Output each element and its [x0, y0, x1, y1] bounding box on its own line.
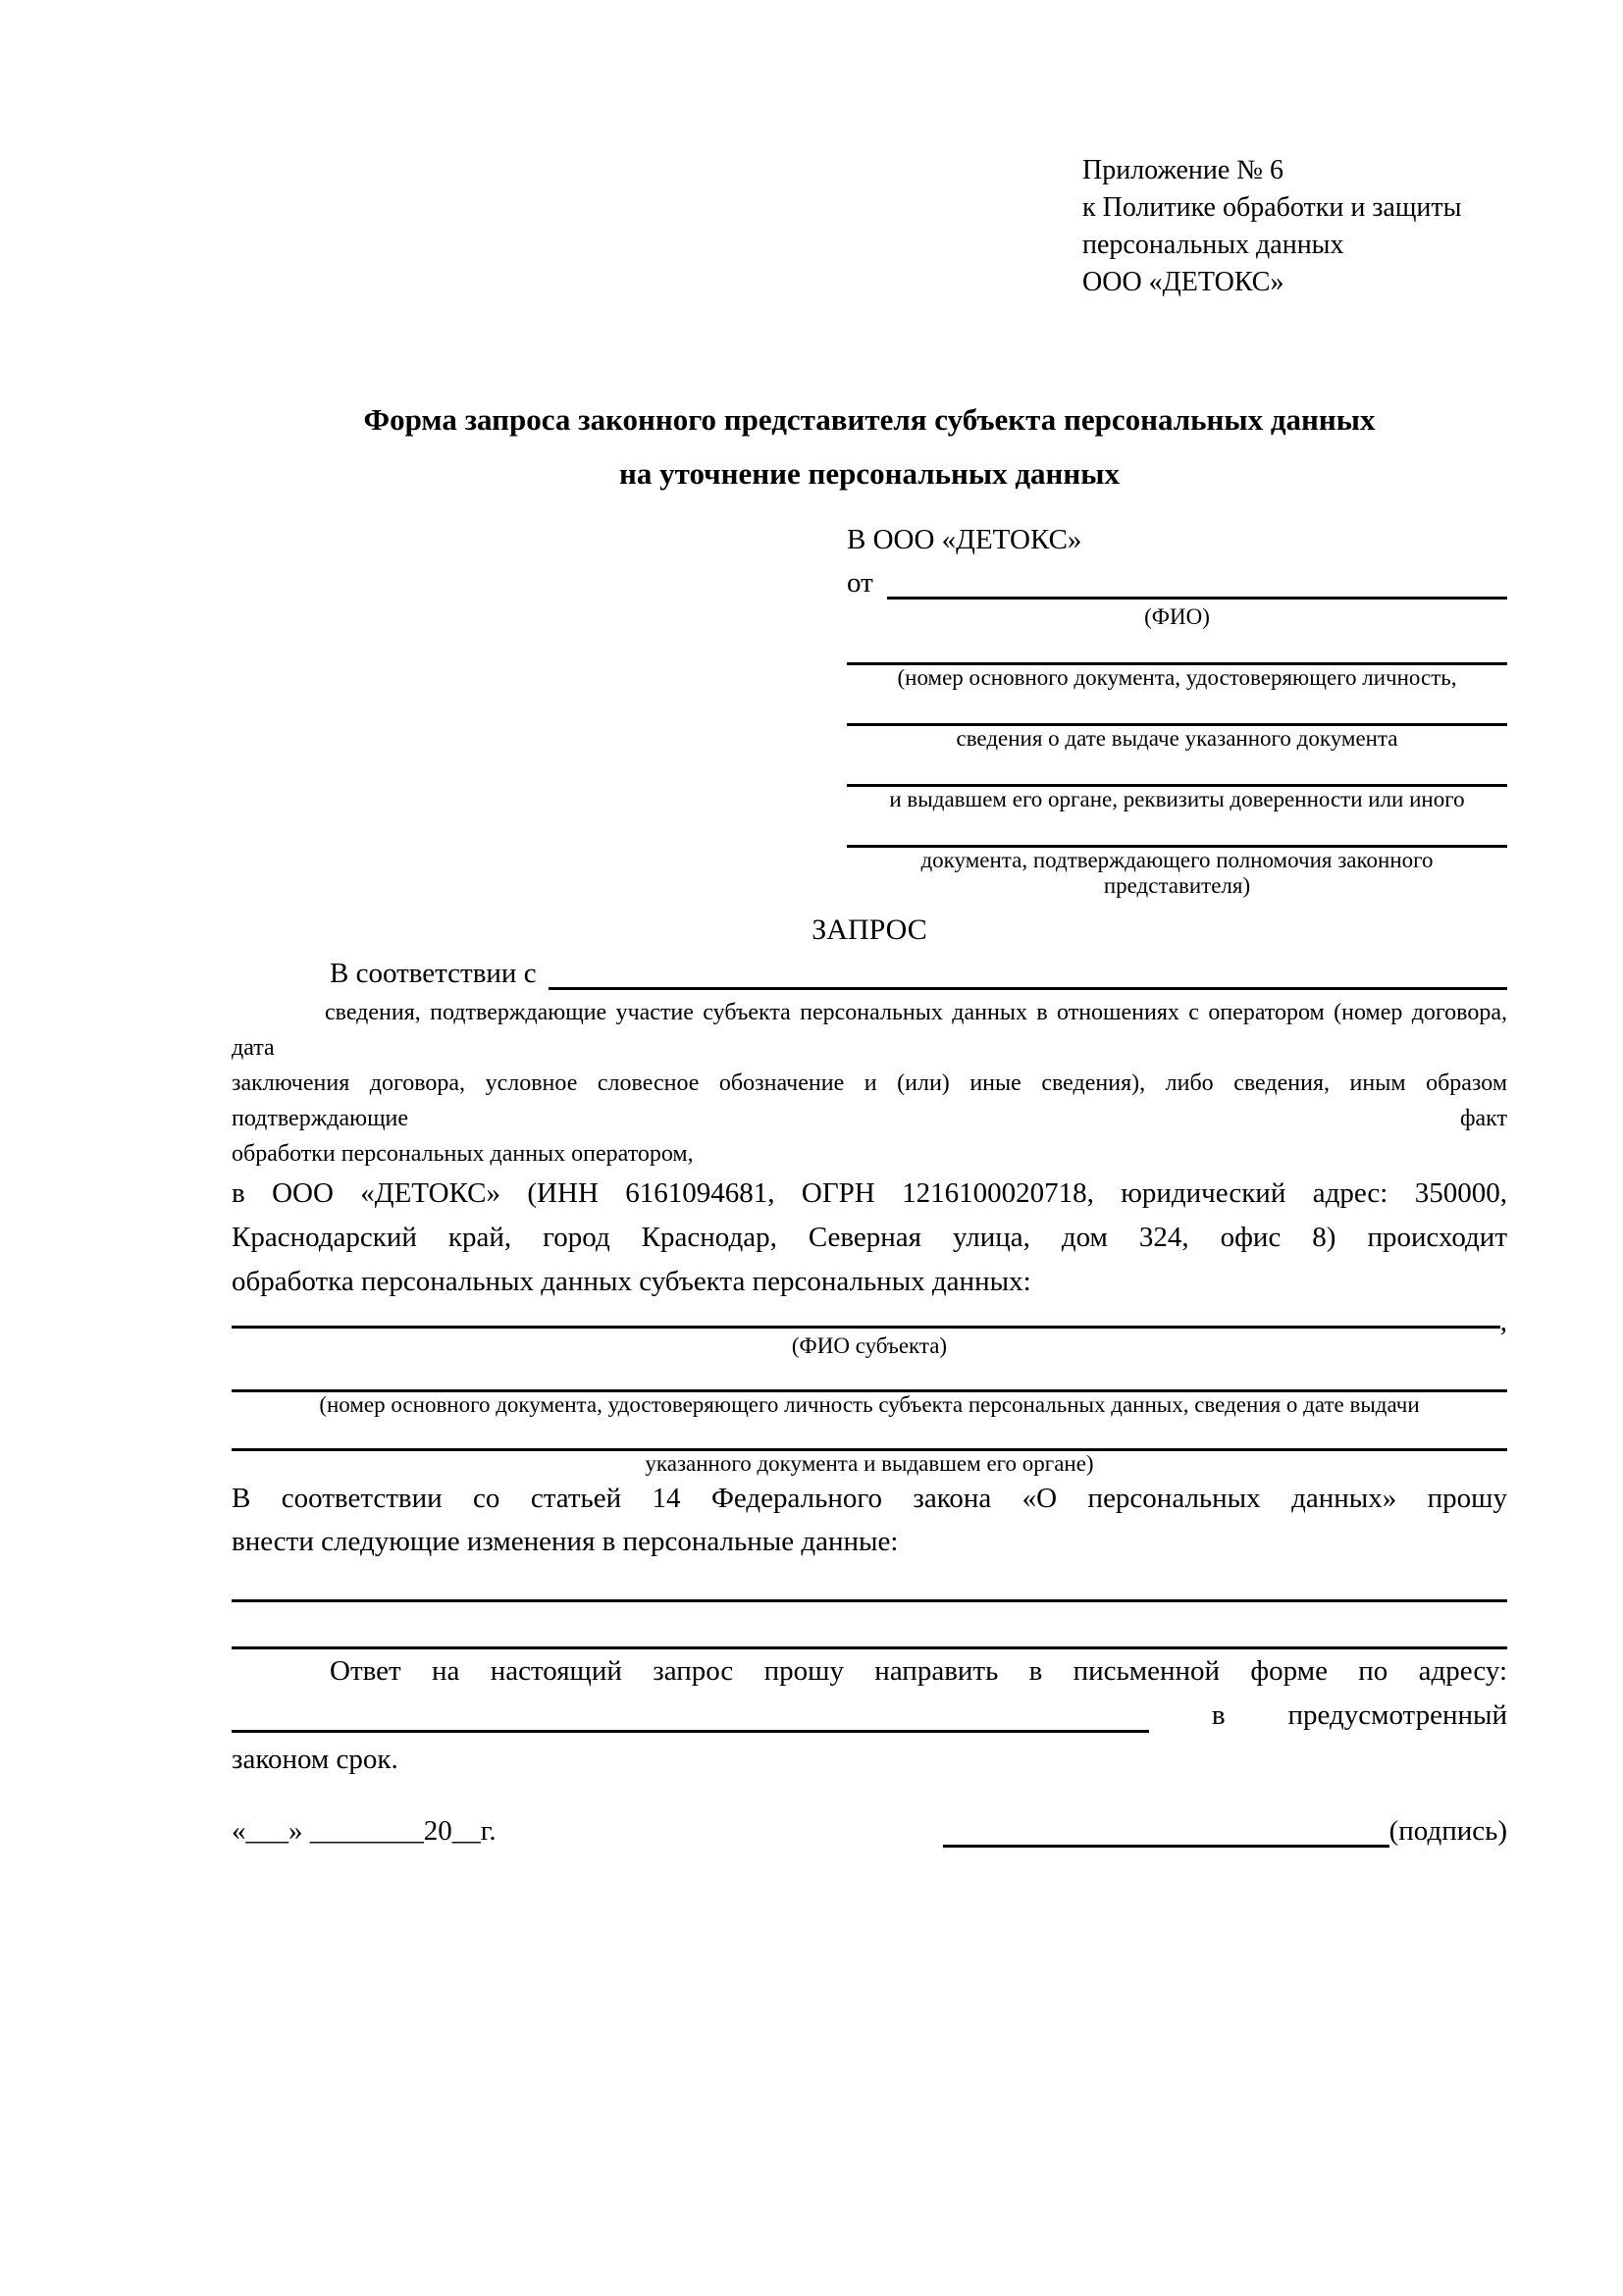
- representative-doc-caption-2: сведения о дате выдаче указанного документа: [956, 726, 1398, 751]
- response-line-2: [232, 1694, 1507, 1738]
- subject-doc-field-line-2: [232, 1418, 1507, 1451]
- subject-doc-field-line-1: [232, 1359, 1507, 1392]
- appendix-line-2: к Политике обработки и защиты: [1082, 192, 1462, 223]
- operator-line-1: в ООО «ДЕТОКС» (ИНН 6161094681, ОГРН 1216100020718, юридический адрес: 350000,: [232, 1177, 1507, 1209]
- representative-doc-field-line-2: [847, 691, 1507, 726]
- operator-line-3: обработка персональных данных субъекта персональных данных:: [232, 1266, 1031, 1297]
- footnote-line-1: сведения, подтверждающие участие субъекта персональных данных в отношениях с оператором (номер договора, дата: [232, 1000, 1507, 1061]
- signature-field-line: [943, 1809, 1389, 1848]
- representative-doc-caption-3: и выдавшем его органе, реквизиты доверенности или иного: [889, 787, 1465, 811]
- appendix-line-1: Приложение № 6: [1082, 155, 1283, 185]
- subject-doc-caption-1: (номер основного документа, удостоверяющего личность субъекта персональных данных, сведения о дате выдачи: [319, 1392, 1420, 1417]
- changes-field-line-1: [232, 1569, 1507, 1602]
- law-paragraph: [232, 1477, 1507, 1563]
- form-title-line-2: на уточнение персональных данных: [619, 456, 1120, 491]
- signature-caption: (подпись): [1388, 1815, 1507, 1847]
- address-field-line: [232, 1694, 1149, 1733]
- changes-field-line-2: [232, 1602, 1507, 1649]
- form-title-line-1: Форма запроса законного представителя субъекта персональных данных: [363, 402, 1376, 437]
- from-row: [847, 561, 1507, 604]
- signature-group: [943, 1809, 1507, 1852]
- response-paragraph: [232, 1649, 1507, 1782]
- basis-label: В соответствии с: [330, 958, 537, 989]
- subject-fio-row: [232, 1304, 1507, 1337]
- date-field: «___» ________20__г.: [232, 1815, 497, 1847]
- appendix-header: [1082, 152, 1507, 301]
- basis-field-line: [549, 952, 1507, 990]
- law-line-1: В соответствии со статьей 14 Федерального закона «О персональных данных» прошу: [232, 1483, 1507, 1514]
- response-line-1: Ответ на настоящий запрос прошу направить в письменной форме по адресу:: [330, 1655, 1507, 1687]
- subject-doc-caption-2: указанного документа и выдавшем его органе): [645, 1451, 1094, 1476]
- date-signature-row: [232, 1809, 1507, 1852]
- footnote-line-3: обработки персональных данных оператором,: [232, 1141, 694, 1167]
- basis-footnote: [232, 995, 1507, 1172]
- representative-doc-caption-4: документа, подтверждающего полномочия законного представителя): [920, 848, 1434, 898]
- representative-doc-field-line-4: [847, 812, 1507, 848]
- subject-fio-field-line: [232, 1304, 1500, 1329]
- addressee-organization: В ООО «ДЕТОКС»: [847, 524, 1082, 555]
- request-heading: ЗАПРОС: [812, 913, 927, 946]
- response-line-3: законом срок.: [232, 1744, 398, 1775]
- fio-caption: (ФИО): [1144, 604, 1210, 629]
- addressee-block: [847, 518, 1507, 899]
- form-title: [232, 392, 1507, 500]
- footnote-line-2: заключения договора, условное словесное обозначение и (или) иные сведения), либо сведения, иным образом подтверждающие факт: [232, 1070, 1507, 1131]
- representative-doc-field-line-3: [847, 752, 1507, 787]
- operator-line-2: Краснодарский край, город Краснодар, Северная улица, дом 324, офис 8) происходит: [232, 1222, 1507, 1253]
- response-word-v: в: [1211, 1699, 1226, 1731]
- appendix-line-3: персональных данных: [1082, 230, 1344, 260]
- law-line-2: внести следующие изменения в персональные данные:: [232, 1526, 899, 1557]
- response-word-predusmotrenny: предусмотренный: [1287, 1699, 1507, 1731]
- from-label: от: [847, 567, 873, 599]
- fio-field-line: [887, 561, 1507, 600]
- representative-doc-field-line-1: [847, 630, 1507, 665]
- basis-row: [232, 952, 1507, 995]
- appendix-line-4: ООО «ДЕТОКС»: [1082, 267, 1284, 297]
- subject-line-comma: ,: [1499, 1306, 1507, 1337]
- operator-paragraph: [232, 1172, 1507, 1304]
- representative-doc-caption-1: (номер основного документа, удостоверяющего личность,: [897, 665, 1457, 690]
- subject-fio-caption: (ФИО субъекта): [791, 1333, 948, 1358]
